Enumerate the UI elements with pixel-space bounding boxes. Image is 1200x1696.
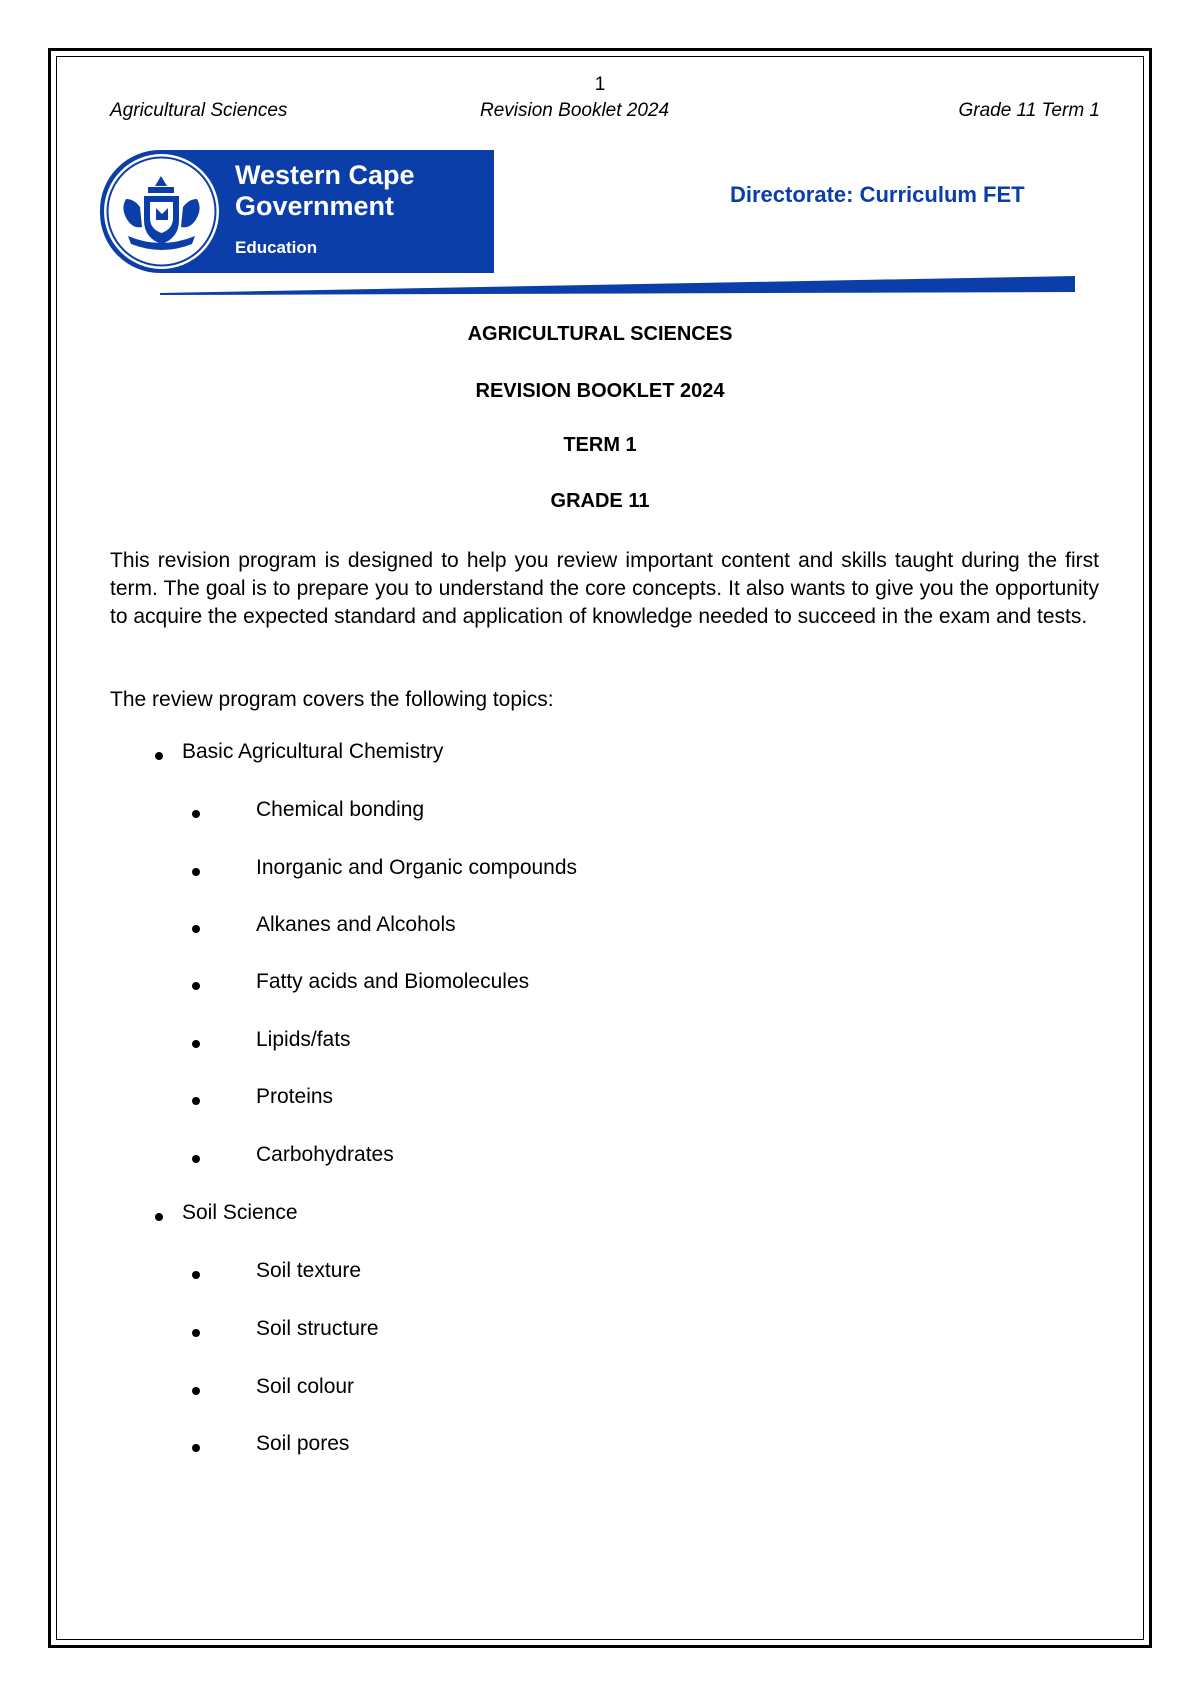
header-divider-swoosh [0, 270, 1200, 300]
bullet-icon [192, 1387, 200, 1395]
logo-department: Education [235, 238, 318, 257]
topics-lead: The review program covers the following topics: [110, 688, 554, 711]
bullet-icon [192, 925, 200, 933]
header-booklet: Revision Booklet 2024 [480, 100, 670, 121]
subtopic-item: Proteins [256, 1085, 334, 1108]
bullet-icon [192, 810, 200, 818]
bullet-icon [155, 1213, 163, 1221]
subtopic-item: Alkanes and Alcohols [256, 913, 456, 936]
bullet-icon [192, 1097, 200, 1105]
bullet-icon [192, 1271, 200, 1279]
logo-name [235, 160, 415, 222]
page-number: 1 [594, 74, 606, 95]
running-header [110, 100, 1100, 126]
title-booklet: REVISION BOOKLET 2024 [475, 380, 725, 402]
western-cape-government-logo [100, 150, 494, 273]
directorate-label: Directorate: Curriculum FET [730, 182, 1025, 207]
title-grade: GRADE 11 [550, 490, 650, 512]
subtopic-item: Soil texture [256, 1259, 362, 1282]
header-grade-term: Grade 11 Term 1 [958, 100, 1100, 121]
topic-item: Soil Science [182, 1201, 298, 1224]
header-subject: Agricultural Sciences [110, 100, 288, 121]
bullet-icon [192, 1444, 200, 1452]
coat-of-arms-icon [104, 154, 219, 269]
subtopic-item: Inorganic and Organic compounds [256, 856, 578, 879]
intro-paragraph: This revision program is designed to help you review important content and skills taught during the first term. The goal is to prepare you to understand the core concepts. It also wants to give you the opportunity to acquire the expected standard and application of knowledge needed to succeed in the exam and tests. [110, 549, 1099, 628]
subtopic-item: Lipids/fats [256, 1028, 351, 1051]
bullet-icon [155, 752, 163, 760]
bullet-icon [192, 1329, 200, 1337]
title-term: TERM 1 [563, 434, 637, 456]
subtopic-item: Carbohydrates [256, 1143, 394, 1166]
subtopic-item: Soil colour [256, 1375, 355, 1398]
bullet-icon [192, 1040, 200, 1048]
bullet-icon [192, 868, 200, 876]
bullet-icon [192, 982, 200, 990]
logo-name-line2: Government [235, 191, 395, 221]
topic-item: Basic Agricultural Chemistry [182, 740, 444, 763]
logo-name-line1: Western Cape [235, 160, 415, 190]
subtopic-item: Soil pores [256, 1432, 350, 1455]
subtopic-item: Chemical bonding [256, 798, 425, 821]
subtopic-item: Fatty acids and Biomolecules [256, 970, 530, 993]
title-subject: AGRICULTURAL SCIENCES [467, 323, 733, 345]
bullet-icon [192, 1155, 200, 1163]
subtopic-item: Soil structure [256, 1317, 379, 1340]
